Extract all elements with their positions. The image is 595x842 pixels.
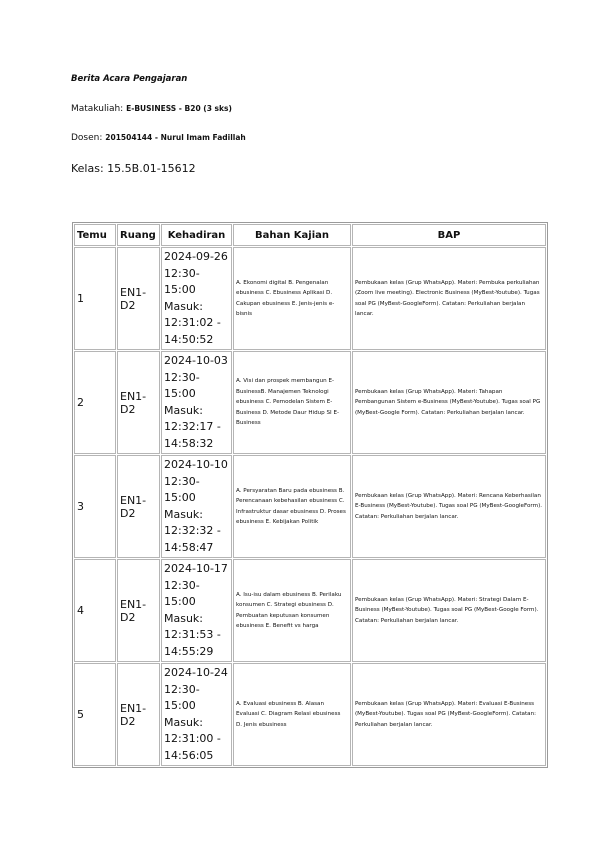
cell-bahan-kajian: A. Visi dan prospek membangun E-BusinessB. Manajemen Teknologi ebusiness C. Pemodelan Sistem E-Business D. Metode Daur Hidup SI E-Business: [233, 351, 351, 454]
table-row: [74, 247, 546, 350]
cell-bap: Pembukaan kelas (Grup WhatsApp). Materi: Rencana Keberhasilan E-Business (MyBest-Youtube). Tugas soal PG (MyBest-GoogleForm). Catatan: Perkuliahan berjalan lancar.: [352, 455, 546, 558]
class-line: [71, 162, 196, 175]
course-value: E-BUSINESS - B20 (3 sks): [126, 104, 232, 113]
cell-kehadiran: 2024-10-10 12:30-15:00 Masuk: 12:32:32 - 14:58:47: [161, 455, 232, 558]
column-header-ruang: Ruang: [117, 224, 160, 246]
column-header-kehadiran: Kehadiran: [161, 224, 232, 246]
title-text: Berita Acara Pengajaran: [71, 74, 188, 84]
cell-kehadiran: 2024-10-03 12:30-15:00 Masuk: 12:32:17 - 14:58:32: [161, 351, 232, 454]
cell-temu: 5: [74, 663, 116, 766]
class-value: 15.5B.01-15612: [107, 162, 196, 175]
cell-kehadiran: 2024-10-17 12:30-15:00 Masuk: 12:31:53 - 14:55:29: [161, 559, 232, 662]
cell-ruang: EN1-D2: [117, 559, 160, 662]
cell-temu: 3: [74, 455, 116, 558]
cell-bap: Pembukaan kelas (Grup WhatsApp). Materi: Strategi Dalam E-Business (MyBest-Youtube). Tugas soal PG (MyBest-Google Form). Catatan: Perkuliahan berjalan lancar.: [352, 559, 546, 662]
class-label: Kelas:: [71, 162, 104, 175]
cell-bahan-kajian: A. Ekonomi digital B. Pengenalan ebusiness C. Ebusiness Aplikasi D. Cakupan ebusiness E. Jenis-jenis e-bisnis: [233, 247, 351, 350]
lecturer-label: Dosen:: [71, 133, 103, 143]
cell-kehadiran: 2024-09-26 12:30-15:00 Masuk: 12:31:02 - 14:50:52: [161, 247, 232, 350]
cell-ruang: EN1-D2: [117, 455, 160, 558]
column-header-bahan-kajian: Bahan Kajian: [233, 224, 351, 246]
cell-temu: 1: [74, 247, 116, 350]
attendance-table: [72, 222, 548, 768]
cell-bap: Pembukaan kelas (Grup WhatsApp). Materi: Tahapan Pembangunan Sistem e-Business (MyBest-Youtube). Tugas soal PG (MyBest-Google Form). Catatan: Perkuliahan berjalan lancar.: [352, 351, 546, 454]
course-label: Matakuliah:: [71, 104, 124, 114]
cell-bap: Pembukaan kelas (Grup WhatsApp). Materi: Pembuka perkuliahan (Zoom live meeting). Electronic Business (MyBest-Youtube). Tugas soal PG (MyBest-GoogleForm). Catatan: Perkuliahan berjalan lancar.: [352, 247, 546, 350]
lecturer-value: 201504144 - Nurul Imam Fadillah: [105, 133, 246, 142]
table-row: [74, 351, 546, 454]
table-header-row: [74, 224, 546, 246]
cell-kehadiran: 2024-10-24 12:30-15:00 Masuk: 12:31:00 - 14:56:05: [161, 663, 232, 766]
cell-ruang: EN1-D2: [117, 663, 160, 766]
lecturer-line: [71, 133, 246, 143]
cell-temu: 4: [74, 559, 116, 662]
cell-ruang: EN1-D2: [117, 247, 160, 350]
table-row: [74, 559, 546, 662]
cell-bahan-kajian: A. Evaluasi ebusiness B. Alasan Evaluasi C. Diagram Relasi ebusiness D. Jenis ebusiness: [233, 663, 351, 766]
table-row: [74, 663, 546, 766]
cell-bap: Pembukaan kelas (Grup WhatsApp). Materi: Evaluasi E-Business (MyBest-Youtube). Tugas soal PG (MyBest-GoogleForm). Catatan: Perkuliahan berjalan lancar.: [352, 663, 546, 766]
cell-ruang: EN1-D2: [117, 351, 160, 454]
table-row: [74, 455, 546, 558]
document-title: [71, 74, 187, 84]
column-header-temu: Temu: [74, 224, 116, 246]
course-line: [71, 104, 232, 114]
cell-bahan-kajian: A. Persyaratan Baru pada ebusiness B. Perencanaan kebehasilan ebusiness C. Infrastruktur dasar ebusiness D. Proses ebusiness E. Kebijakan Politik: [233, 455, 351, 558]
column-header-bap: BAP: [352, 224, 546, 246]
cell-bahan-kajian: A. Isu-isu dalam ebusiness B. Perilaku konsumen C. Strategi ebusiness D. Pembuatan keputusan konsumen ebusiness E. Benefit vs harga: [233, 559, 351, 662]
cell-temu: 2: [74, 351, 116, 454]
